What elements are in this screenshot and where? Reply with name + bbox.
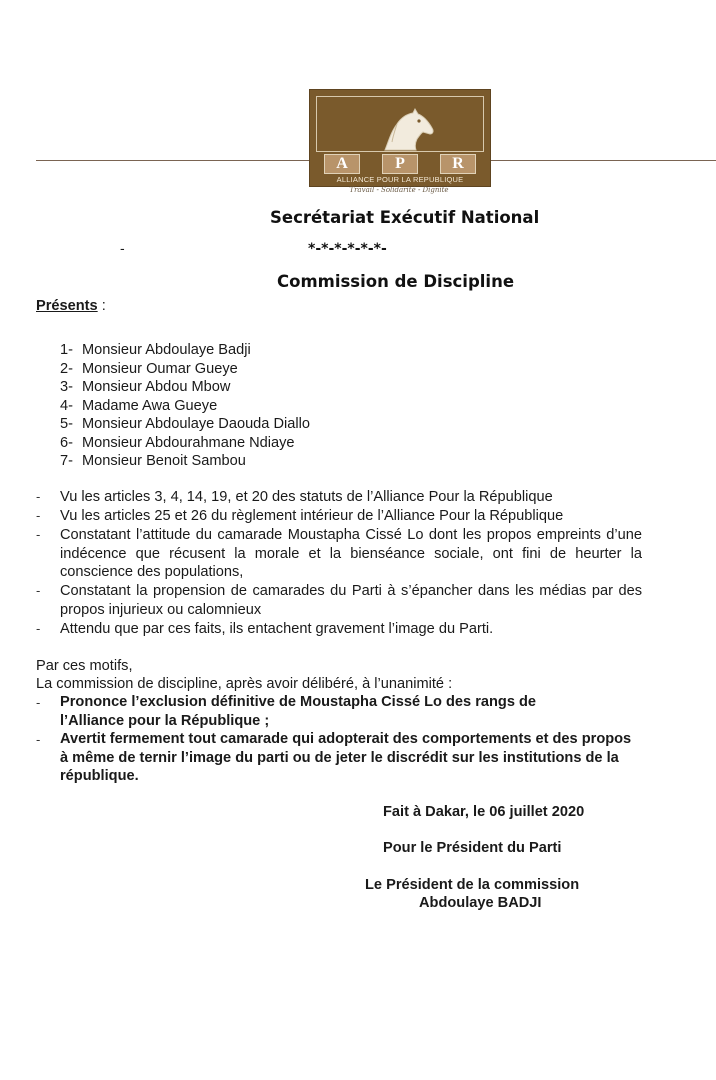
logo-emblem-frame xyxy=(316,96,484,152)
bullet-dash: - xyxy=(36,583,41,598)
list-item: 2- Monsieur Oumar Gueye xyxy=(60,360,238,377)
logo-box xyxy=(309,89,491,187)
horse-head-icon xyxy=(375,106,439,154)
for-president: Pour le Président du Parti xyxy=(383,840,562,856)
logo-subtitle: ALLIANCE POUR LA REPUBLIQUE xyxy=(336,175,464,184)
separator-line: *-*-*-*-*-*- xyxy=(308,241,387,257)
bullet-dash: - xyxy=(36,695,41,710)
decision-item-1: Prononce l’exclusion définitive de Moustapha Cissé Lo des rangs de l’Alliance pour la République ; xyxy=(60,694,537,729)
bullet-dash: - xyxy=(36,527,41,542)
bullet-dash: - xyxy=(36,508,41,523)
presents-colon: : xyxy=(97,298,106,314)
bullet-dash: - xyxy=(36,621,41,636)
logo-letter-r: R xyxy=(440,154,476,174)
considerant-2: Vu les articles 25 et 26 du règlement intérieur de l’Alliance Pour la République xyxy=(60,508,564,524)
list-item: 7- Monsieur Benoit Sambou xyxy=(60,453,246,469)
decision-intro-2: La commission de discipline, après avoir délibéré, à l’unanimité : xyxy=(36,676,453,692)
apr-logo xyxy=(309,89,489,195)
decision-intro-1: Par ces motifs, xyxy=(36,658,133,674)
logo-letter-p: P xyxy=(382,154,418,174)
considerant-4: Constatant la propension de camarades du Parti à s’épancher dans les médias par des propos injurieux ou calomnieux xyxy=(60,583,642,618)
signatory-name: Abdoulaye BADJI xyxy=(419,895,542,911)
signatory-role: Le Président de la commission xyxy=(365,877,580,893)
list-item: 4- Madame Awa Gueye xyxy=(60,397,218,414)
bullet-dash: - xyxy=(36,489,41,504)
left-mark: - xyxy=(120,240,125,256)
list-item: 3- Monsieur Abdou Mbow xyxy=(60,379,231,395)
list-item: 6- Monsieur Abdourahmane Ndiaye xyxy=(60,434,295,451)
list-item: 5- Monsieur Abdoulaye Daouda Diallo xyxy=(60,416,310,432)
doc-title: Secrétariat Exécutif National xyxy=(270,208,540,227)
presents-label: Présents xyxy=(36,298,98,314)
doc-subtitle: Commission de Discipline xyxy=(277,272,515,291)
list-item: 1- Monsieur Abdoulaye Badji xyxy=(60,342,251,358)
place-date: Fait à Dakar, le 06 juillet 2020 xyxy=(383,804,585,820)
decision-item-2: Avertit fermement tout camarade qui adopterait des comportements et des propos à même de ternir l’image du parti ou de jeter le discrédit sur les institutions de la république. xyxy=(60,731,632,784)
considerant-1: Vu les articles 3, 4, 14, 19, et 20 des statuts de l’Alliance Pour la République xyxy=(60,489,553,505)
bullet-dash: - xyxy=(36,732,41,747)
considerant-3: Constatant l’attitude du camarade Moustapha Cissé Lo dont les propos empreints d’une indécence que récusent la morale et la bienséance sociale, ont fini de heurter la conscience des populations, xyxy=(60,527,642,580)
presents-list xyxy=(60,341,310,471)
logo-letter-a: A xyxy=(324,154,360,174)
presents-heading xyxy=(36,297,106,316)
logo-motto: Travail - Solidarité - Dignité xyxy=(349,186,449,194)
considerant-5: Attendu que par ces faits, ils entachent gravement l’image du Parti. xyxy=(60,621,494,637)
